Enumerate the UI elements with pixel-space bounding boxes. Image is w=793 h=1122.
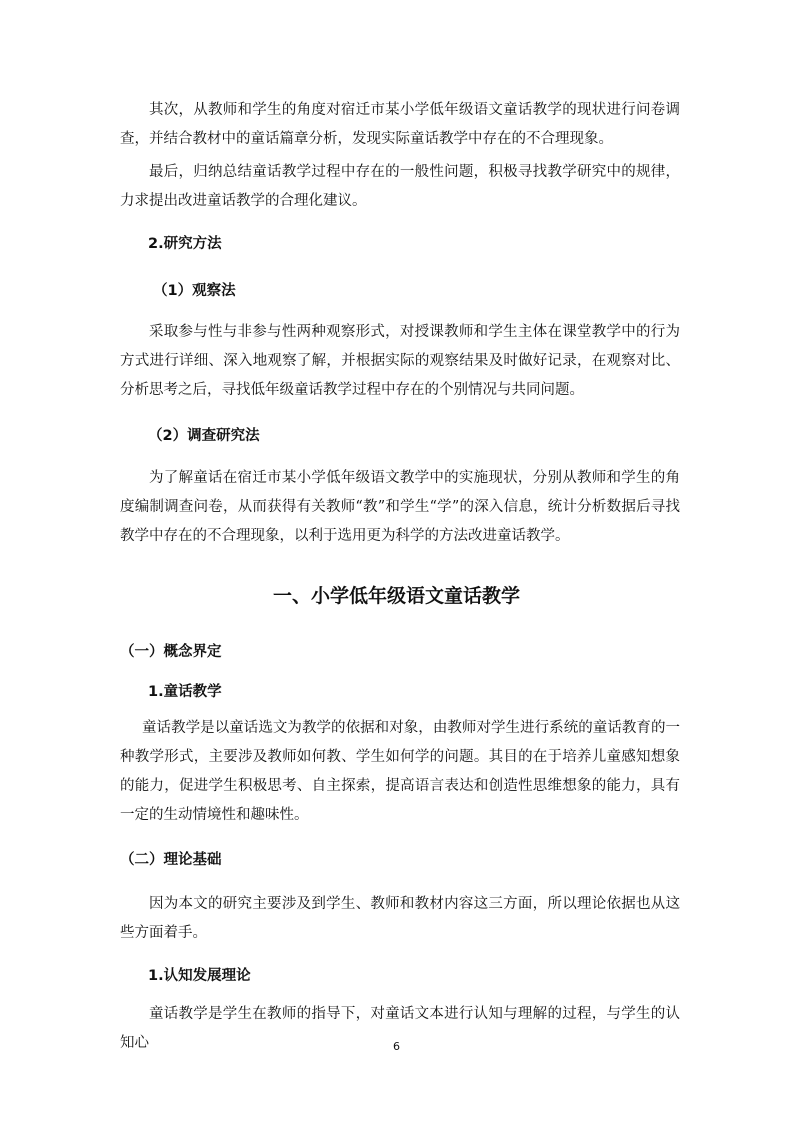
chapter-title: 一、小学低年级语文童话教学 (272, 585, 520, 607)
paragraph-cognitive: 童话教学是学生在教师的指导下，对童话文本进行认知与理解的过程，与学生的认知心 (120, 1006, 680, 1051)
heading-fairy-tale-teaching: 1.童话教学 (148, 684, 222, 700)
paragraph-fairy-tale-definition: 童话教学是以童话选文为教学的依据和对象，由教师对学生进行系统的童话教育的一种教学形式，主要涉及教师如何教、学生如何学的问题。其目的在于培养儿童感知想象的能力，促进学生积极思考、自主探索，提高语言表达和创造性思维想象的能力，具有一定的生动情境性和趣味性。 (120, 720, 680, 823)
page-number: 6 (393, 1040, 400, 1053)
paragraph-finally: 最后，归纳总结童话教学过程中存在的一般性问题，积极寻找教学研究中的规律，力求提出改进童话教学的合理化建议。 (120, 164, 680, 209)
paragraph-survey: 为了解童话在宿迁市某小学低年级语文教学中的实施现状，分别从教师和学生的角度编制调查问卷，从而获得有关教师“教”和学生“学”的深入信息，统计分析数据后寻找教学中存在的不合理现象，以利于选用更为科学的方法改进童话教学。 (120, 470, 680, 544)
paragraph-survey-next: 其次，从教师和学生的角度对宿迁市某小学低年级语文童话教学的现状进行问卷调查，并结合教材中的童话篇章分析，发现实际童话教学中存在的不合理现象。 (120, 102, 680, 147)
heading-research-methods: 2.研究方法 (148, 236, 222, 252)
heading-cognitive-theory: 1.认知发展理论 (148, 968, 251, 984)
heading-concept-definition: （一）概念界定 (120, 644, 222, 660)
heading-survey-method: （2）调查研究法 (148, 428, 260, 444)
heading-theoretical-basis: （二）理论基础 (120, 852, 222, 868)
heading-observation-method: （1）观察法 (153, 283, 236, 299)
paragraph-theory-intro: 因为本文的研究主要涉及到学生、教师和教材内容这三方面，所以理论依据也从这些方面着手。 (120, 896, 680, 941)
paragraph-observation: 采取参与性与非参与性两种观察形式，对授课教师和学生主体在课堂教学中的行为方式进行详细、深入地观察了解，并根据实际的观察结果及时做好记录，在观察对比、分析思考之后，寻找低年级童话教学过程中存在的个别情况与共同问题。 (120, 324, 680, 398)
